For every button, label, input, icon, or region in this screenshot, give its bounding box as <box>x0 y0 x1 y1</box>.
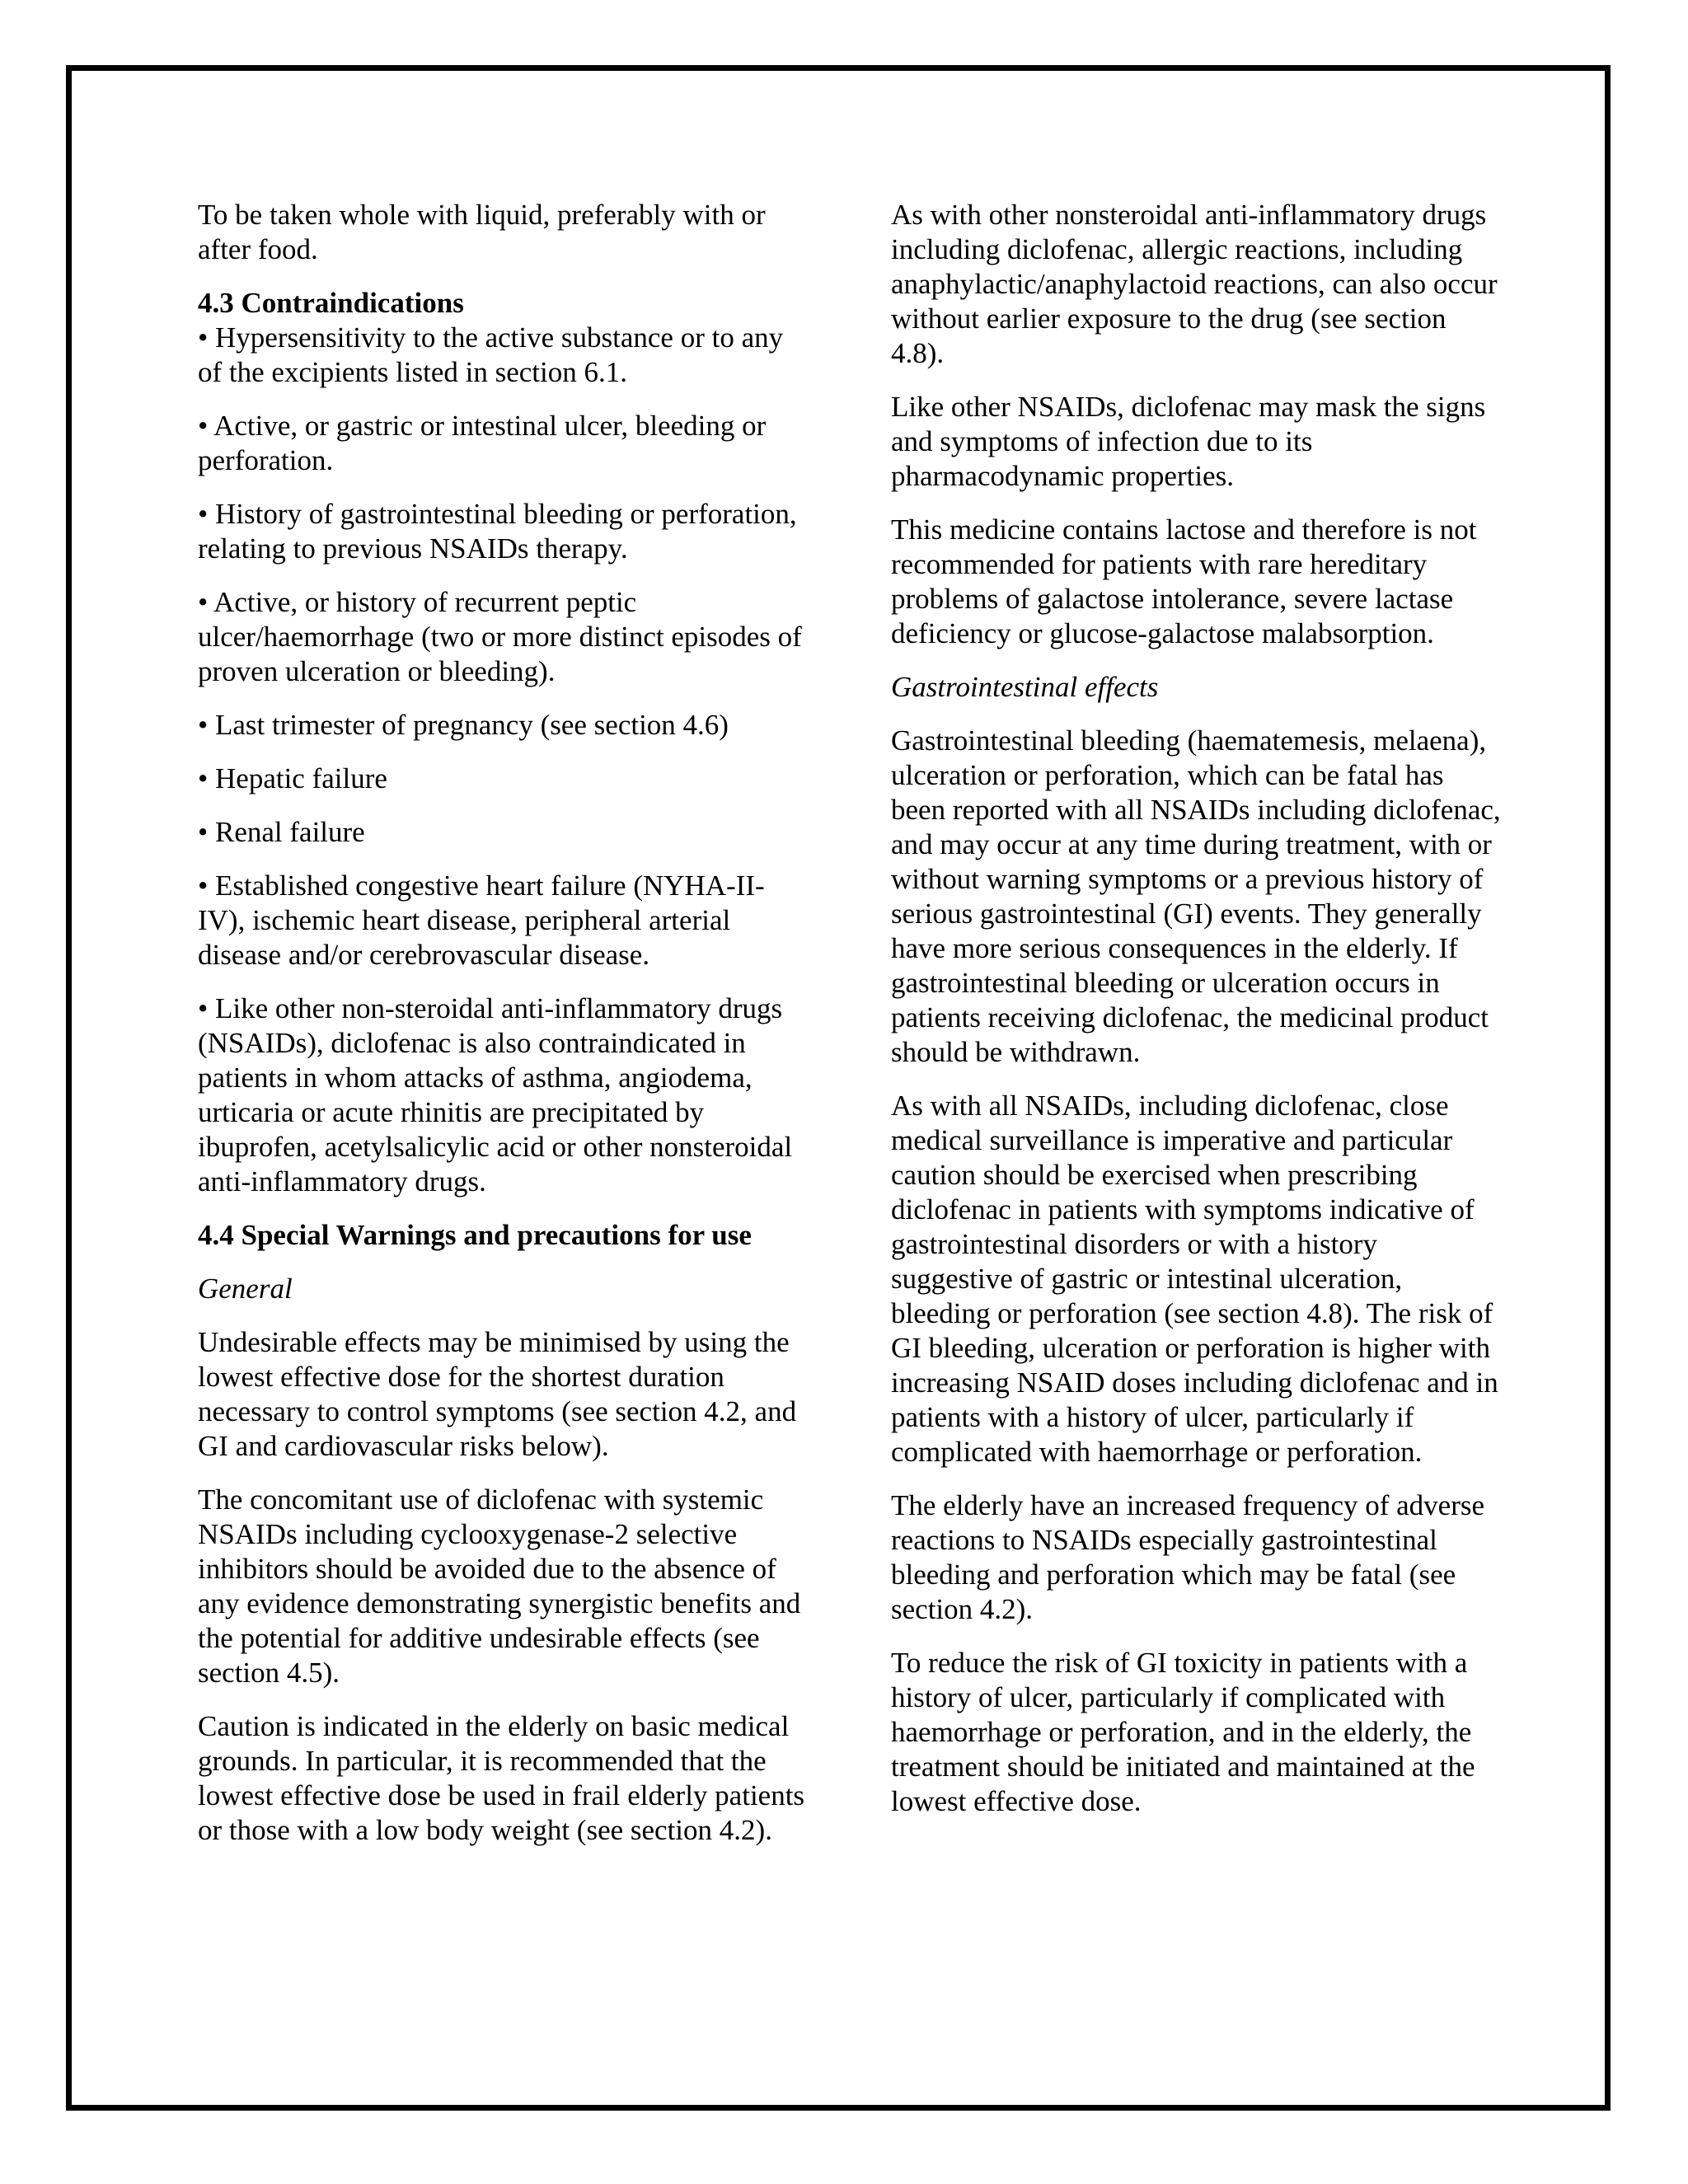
lactose-paragraph: This medicine contains lactose and therefore is not recommended for patients with rare hereditary problems of galactose intolerance, severe lactase deficiency or glucose-galactose malabsorption. <box>891 513 1477 649</box>
gi-bleeding-paragraph: Gastrointestinal bleeding (haematemesis, melaena), ulceration or perforation, which can be fatal has been reported with all NSAIDs including diclofenac, and may occur at any time during treatment, with or without warning symptoms or a previous history of serious gastrointestinal (GI) events. They generally have more serious consequences in the elderly. If gastrointestinal bleeding or ulceration occurs in patients receiving diclofenac, the medicinal product should be withdrawn. <box>891 724 1501 1068</box>
contraindication-item: • Active, or history of recurrent peptic ulcer/haemorrhage (two or more distinct episodes of proven ulceration or bleeding). <box>198 586 802 687</box>
right-column <box>891 198 1501 1838</box>
gastrointestinal-subheading: Gastrointestinal effects <box>891 671 1159 703</box>
intake-instruction: To be taken whole with liquid, preferably with or after food. <box>198 199 766 265</box>
medical-surveillance-paragraph: As with all NSAIDs, including diclofenac, close medical surveillance is imperative and particular caution should be exercised when prescribing diclofenac in patients with symptoms indicative of gastrointestinal disorders or with a history suggestive of gastric or intestinal ulceration, bleeding or perforation (see section 4.8). The risk of GI bleeding, ulceration or perforation is higher with increasing NSAID doses including diclofenac and in patients with a history of ulcer, particularly if complicated with haemorrhage or perforation. <box>891 1090 1498 1468</box>
contraindications-heading: 4.3 Contraindications <box>198 287 464 319</box>
general-subheading: General <box>198 1272 293 1305</box>
allergic-reactions-paragraph: As with other nonsteroidal anti-inflammatory drugs including diclofenac, allergic reactions, including anaphylactic/anaphylactoid reactions, can also occur without earlier exposure to the drug (see section 4.8). <box>891 199 1498 369</box>
contraindication-item: • Like other non-steroidal anti-inflammatory drugs (NSAIDs), diclofenac is also contraindicated in patients in whom attacks of asthma, angiodema, urticaria or acute rhinitis are precipitated by ibuprofen, acetylsalicylic acid or other nonsteroidal anti-inflammatory drugs. <box>198 992 793 1197</box>
left-column <box>198 198 808 1867</box>
reduce-risk-paragraph: To reduce the risk of GI toxicity in patients with a history of ulcer, particularly if complicated with haemorrhage or perforation, and in the elderly, the treatment should be initiated and maintained at the lowest effective dose. <box>891 1647 1475 1817</box>
warnings-heading: 4.4 Special Warnings and precautions for use <box>198 1219 752 1251</box>
contraindication-item: • Renal failure <box>198 816 365 848</box>
contraindication-item: • Last trimester of pregnancy (see section 4.6) <box>198 709 729 741</box>
contraindication-item: • History of gastrointestinal bleeding or perforation, relating to previous NSAIDs therapy. <box>198 498 797 565</box>
elderly-frequency-paragraph: The elderly have an increased frequency of adverse reactions to NSAIDs especially gastrointestinal bleeding and perforation which may be fatal (see section 4.2). <box>891 1489 1485 1625</box>
contraindication-item: • Established congestive heart failure (NYHA-II-IV), ischemic heart disease, peripheral arterial disease and/or cerebrovascular disease. <box>198 869 765 971</box>
undesirable-effects-paragraph: Undesirable effects may be minimised by using the lowest effective dose for the shortest duration necessary to control symptoms (see section 4.2, and GI and cardiovascular risks below). <box>198 1326 797 1462</box>
concomitant-use-paragraph: The concomitant use of diclofenac with systemic NSAIDs including cyclooxygenase-2 selective inhibitors should be avoided due to the absence of any evidence demonstrating synergistic benefits and the potential for additive undesirable effects (see section 4.5). <box>198 1483 801 1689</box>
mask-infection-paragraph: Like other NSAIDs, diclofenac may mask the signs and symptoms of infection due to its pharmacodynamic properties. <box>891 391 1486 492</box>
contraindication-item: • Hepatic failure <box>198 762 387 794</box>
contraindication-item: • Active, or gastric or intestinal ulcer, bleeding or perforation. <box>198 410 767 476</box>
contraindication-item: • Hypersensitivity to the active substance or to any of the excipients listed in section 6.1. <box>198 321 784 388</box>
elderly-caution-paragraph: Caution is indicated in the elderly on basic medical grounds. In particular, it is recommended that the lowest effective dose be used in frail elderly patients or those with a low body weight (see section 4.2). <box>198 1710 805 1846</box>
